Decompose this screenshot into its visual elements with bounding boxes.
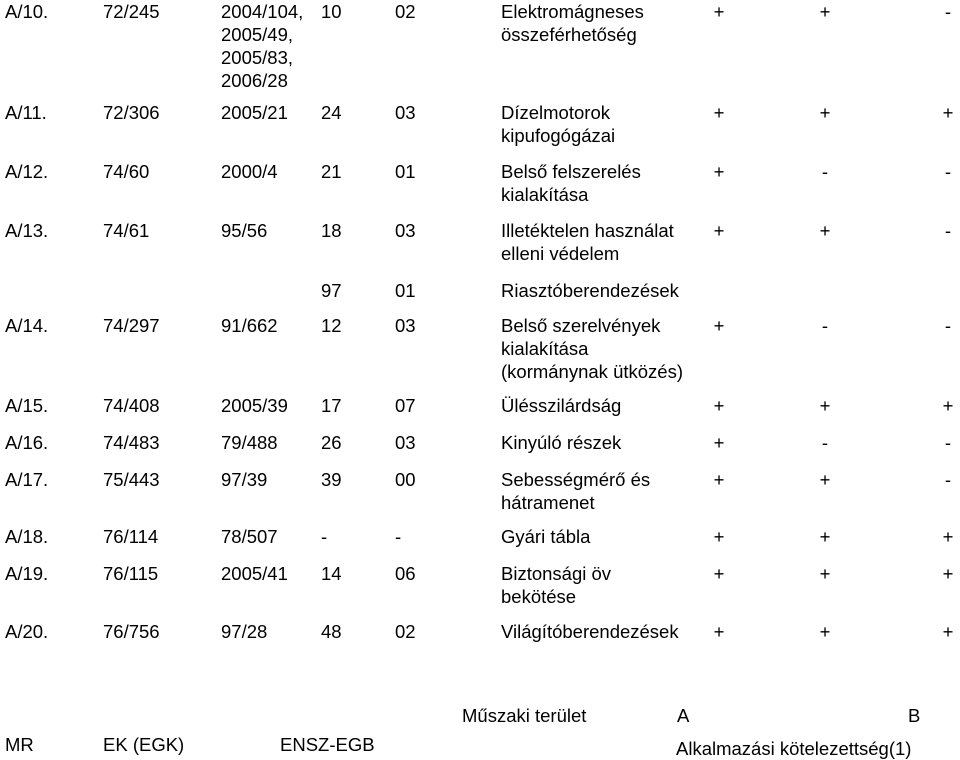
row-desc bbox=[501, 101, 615, 147]
row-num2: - bbox=[395, 526, 402, 547]
row-ensz-line: 2000/4 bbox=[221, 161, 278, 182]
row-num1: 12 bbox=[321, 315, 342, 336]
row-ek: 76/756 bbox=[103, 621, 160, 642]
row-mark-b: + bbox=[819, 621, 831, 642]
row-ref: A/15. bbox=[5, 395, 49, 416]
row-desc-line: hátramenet bbox=[501, 492, 595, 513]
row-mark-c: - bbox=[944, 1, 952, 22]
row-num2: 03 bbox=[395, 102, 416, 123]
row-ref: A/16. bbox=[5, 432, 49, 453]
row-mark-b: + bbox=[819, 563, 831, 584]
row-desc-line: kialakítása bbox=[501, 184, 589, 205]
row-desc bbox=[501, 620, 679, 643]
row-mark-a: + bbox=[713, 432, 725, 453]
row-ref: A/20. bbox=[5, 621, 49, 642]
row-desc bbox=[501, 279, 679, 302]
row-ensz bbox=[221, 525, 278, 548]
row-mark-c: - bbox=[944, 161, 952, 182]
footer-muszaki-terulet: Műszaki terület bbox=[462, 705, 587, 726]
row-ek: 76/114 bbox=[103, 526, 159, 547]
row-desc bbox=[501, 431, 621, 454]
row-mark-a: + bbox=[713, 563, 725, 584]
row-num1: 48 bbox=[321, 621, 342, 642]
row-desc-line: kialakítása bbox=[501, 338, 589, 359]
row-mark-b: - bbox=[821, 432, 829, 453]
row-desc-line: Biztonsági öv bbox=[501, 563, 612, 584]
footer-ensz: ENSZ-EGB bbox=[280, 734, 375, 755]
footer-col-b: B bbox=[908, 705, 921, 726]
row-ensz-line: 2005/41 bbox=[221, 563, 288, 584]
row-ref: A/10. bbox=[5, 1, 49, 22]
row-desc-line: Belső felszerelés bbox=[501, 161, 641, 182]
row-ensz bbox=[221, 219, 267, 242]
row-mark-a: + bbox=[713, 526, 725, 547]
row-desc-line: Belső szerelvények bbox=[501, 315, 661, 336]
row-ref: A/19. bbox=[5, 563, 49, 584]
row-num2: 01 bbox=[395, 280, 416, 301]
row-ensz bbox=[221, 562, 288, 585]
row-mark-c: + bbox=[942, 563, 954, 584]
row-desc bbox=[501, 314, 683, 383]
row-mark-a: + bbox=[713, 102, 725, 123]
row-desc-line: (kormánynak ütközés) bbox=[501, 361, 683, 382]
row-mark-a: + bbox=[713, 395, 725, 416]
row-desc-line: Gyári tábla bbox=[501, 526, 591, 547]
row-desc-line: Ülésszilárdság bbox=[501, 395, 622, 416]
row-num1: 18 bbox=[321, 220, 342, 241]
row-num2: 02 bbox=[395, 621, 416, 642]
row-ensz-line: 79/488 bbox=[221, 432, 278, 453]
row-num2: 03 bbox=[395, 315, 416, 336]
row-ensz-line: 91/662 bbox=[221, 315, 278, 336]
row-num1: 21 bbox=[321, 161, 342, 182]
row-desc bbox=[501, 160, 641, 206]
row-ek: 74/408 bbox=[103, 395, 160, 416]
row-num1: 97 bbox=[321, 280, 342, 301]
row-ref: A/13. bbox=[5, 220, 49, 241]
row-ensz-line: 2004/104, bbox=[221, 1, 304, 22]
row-ensz-line: 2005/83, bbox=[221, 47, 294, 68]
row-desc bbox=[501, 562, 611, 608]
row-ek: 75/443 bbox=[103, 469, 160, 490]
row-mark-c: - bbox=[944, 432, 952, 453]
row-num2: 06 bbox=[395, 563, 416, 584]
row-desc bbox=[501, 0, 644, 46]
row-num2: 01 bbox=[395, 161, 416, 182]
row-mark-b: + bbox=[819, 1, 831, 22]
row-desc-line: Elektromágneses bbox=[501, 1, 644, 22]
row-ek: 74/483 bbox=[103, 432, 160, 453]
row-num1: 24 bbox=[321, 102, 342, 123]
row-num1: 26 bbox=[321, 432, 342, 453]
row-desc bbox=[501, 219, 674, 265]
row-mark-a: + bbox=[713, 315, 725, 336]
row-mark-a: + bbox=[713, 1, 725, 22]
row-ek: 72/306 bbox=[103, 102, 160, 123]
row-mark-c: + bbox=[942, 621, 954, 642]
row-ensz-line: 2006/28 bbox=[221, 70, 288, 91]
row-ref: A/12. bbox=[5, 161, 49, 182]
row-mark-b: + bbox=[819, 220, 831, 241]
row-desc-line: Illetéktelen használat bbox=[501, 220, 674, 241]
row-num2: 07 bbox=[395, 395, 416, 416]
row-ensz-line: 2005/21 bbox=[221, 102, 288, 123]
row-num2: 03 bbox=[395, 220, 416, 241]
row-num2: 02 bbox=[395, 1, 416, 22]
row-mark-b: - bbox=[821, 315, 829, 336]
row-mark-c: + bbox=[942, 102, 954, 123]
row-ensz-line: 78/507 bbox=[221, 526, 278, 547]
row-mark-c: - bbox=[944, 315, 952, 336]
row-desc-line: Kinyúló részek bbox=[501, 432, 622, 453]
row-ensz bbox=[221, 431, 278, 454]
row-num1: 17 bbox=[321, 395, 342, 416]
row-num1: 39 bbox=[321, 469, 342, 490]
row-desc bbox=[501, 394, 621, 417]
row-desc-line: Világítóberendezések bbox=[501, 621, 679, 642]
row-ensz-line: 2005/39 bbox=[221, 395, 288, 416]
row-mark-a: + bbox=[713, 161, 725, 182]
row-desc bbox=[501, 525, 590, 548]
footer-mr: MR bbox=[5, 734, 34, 755]
row-mark-b: + bbox=[819, 469, 831, 490]
row-mark-b: + bbox=[819, 526, 831, 547]
row-ensz-line: 2005/49, bbox=[221, 24, 294, 45]
row-desc-line: kipufogógázai bbox=[501, 125, 616, 146]
row-mark-a: + bbox=[713, 469, 725, 490]
row-ref: A/18. bbox=[5, 526, 49, 547]
row-desc-line: összeférhetőség bbox=[501, 24, 637, 45]
row-desc bbox=[501, 468, 650, 514]
row-num1: - bbox=[321, 526, 328, 547]
row-ek: 72/245 bbox=[103, 1, 160, 22]
row-ek: 74/61 bbox=[103, 220, 150, 241]
row-ref: A/14. bbox=[5, 315, 49, 336]
row-mark-c: - bbox=[944, 220, 952, 241]
row-mark-c: + bbox=[942, 395, 954, 416]
row-ek: 74/297 bbox=[103, 315, 160, 336]
row-mark-c: + bbox=[942, 526, 954, 547]
row-num2: 03 bbox=[395, 432, 416, 453]
row-mark-a: + bbox=[713, 621, 725, 642]
row-desc-line: bekötése bbox=[501, 586, 577, 607]
row-num1: 14 bbox=[321, 563, 342, 584]
row-mark-a: + bbox=[713, 220, 725, 241]
row-ensz bbox=[221, 394, 288, 417]
row-num2: 00 bbox=[395, 469, 416, 490]
row-desc-line: Dízelmotorok bbox=[501, 102, 610, 123]
row-ensz-line: 95/56 bbox=[221, 220, 268, 241]
row-desc-line: elleni védelem bbox=[501, 243, 620, 264]
footer-col-a: A bbox=[677, 705, 690, 726]
row-ensz bbox=[221, 468, 267, 491]
row-mark-b: + bbox=[819, 395, 831, 416]
row-ek: 74/60 bbox=[103, 161, 150, 182]
row-ek: 76/115 bbox=[103, 563, 159, 584]
row-ref: A/17. bbox=[5, 469, 49, 490]
row-ensz-line: 97/39 bbox=[221, 469, 268, 490]
row-ensz bbox=[221, 620, 267, 643]
row-ensz bbox=[221, 101, 288, 124]
row-ensz bbox=[221, 0, 303, 92]
row-ref: A/11. bbox=[5, 102, 47, 123]
row-ensz bbox=[221, 160, 278, 183]
row-num1: 10 bbox=[321, 1, 342, 22]
row-ensz bbox=[221, 314, 278, 337]
footer-ek: EK (EGK) bbox=[103, 734, 185, 755]
row-mark-b: - bbox=[821, 161, 829, 182]
footer-alkalmazasi: Alkalmazási kötelezettség(1) bbox=[676, 738, 912, 759]
row-mark-b: + bbox=[819, 102, 831, 123]
row-ensz-line: 97/28 bbox=[221, 621, 268, 642]
row-desc-line: Riasztóberendezések bbox=[501, 280, 679, 301]
row-mark-c: - bbox=[944, 469, 952, 490]
row-desc-line: Sebességmérő és bbox=[501, 469, 651, 490]
